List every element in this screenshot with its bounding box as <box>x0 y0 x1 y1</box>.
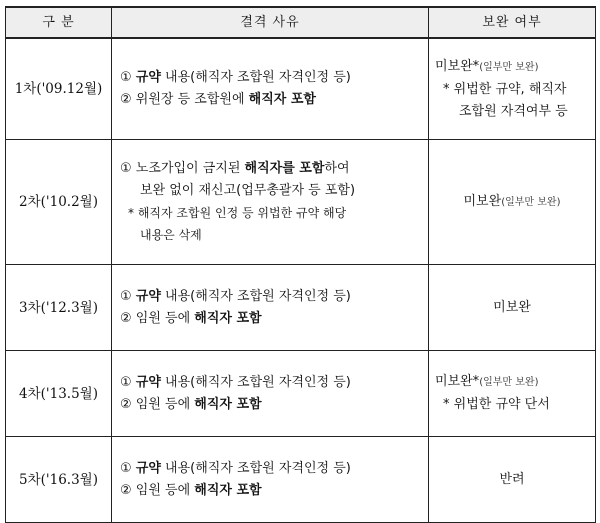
row-reason: ① 노조가입이 금지된 해직자를 포함하여 보완 없이 재신고(업무총괄자 등 포함) * 해직자 조합원 인정 등 위법한 규약 해당 내용은 삭제 <box>112 140 429 265</box>
table-row <box>6 265 596 351</box>
row-status: 미보완(일부만 보완) <box>429 140 596 265</box>
row-reason: ① 규약 내용(해직자 조합원 자격인정 등) ② 임원 등에 해직자 포함 <box>112 351 429 437</box>
row-period: 1차('09.12월) <box>6 38 112 140</box>
table-row <box>6 437 596 523</box>
table-header-row <box>6 7 596 38</box>
rejection-history-table <box>5 6 596 523</box>
header-status: 보완 여부 <box>429 7 596 38</box>
table-row <box>6 351 596 437</box>
row-period: 4차('13.5월) <box>6 351 112 437</box>
row-reason: ① 규약 내용(해직자 조합원 자격인정 등) ② 임원 등에 해직자 포함 <box>112 265 429 351</box>
row-status: 미보완*(일부만 보완) * 위법한 규약, 해직자 조합원 자격여부 등 <box>429 38 596 140</box>
row-status: 반려 <box>429 437 596 523</box>
row-status: 미보완*(일부만 보완) * 위법한 규약 단서 <box>429 351 596 437</box>
row-period: 2차('10.2월) <box>6 140 112 265</box>
header-reason: 결격 사유 <box>112 7 429 38</box>
row-reason: ① 규약 내용(해직자 조합원 자격인정 등) ② 임원 등에 해직자 포함 <box>112 437 429 523</box>
row-period: 5차('16.3월) <box>6 437 112 523</box>
table-row <box>6 140 596 265</box>
row-reason: ① 규약 내용(해직자 조합원 자격인정 등) ② 위원장 등 조합원에 해직자 포함 <box>112 38 429 140</box>
row-status: 미보완 <box>429 265 596 351</box>
header-period: 구 분 <box>6 7 112 38</box>
row-period: 3차('12.3월) <box>6 265 112 351</box>
table-row <box>6 38 596 140</box>
